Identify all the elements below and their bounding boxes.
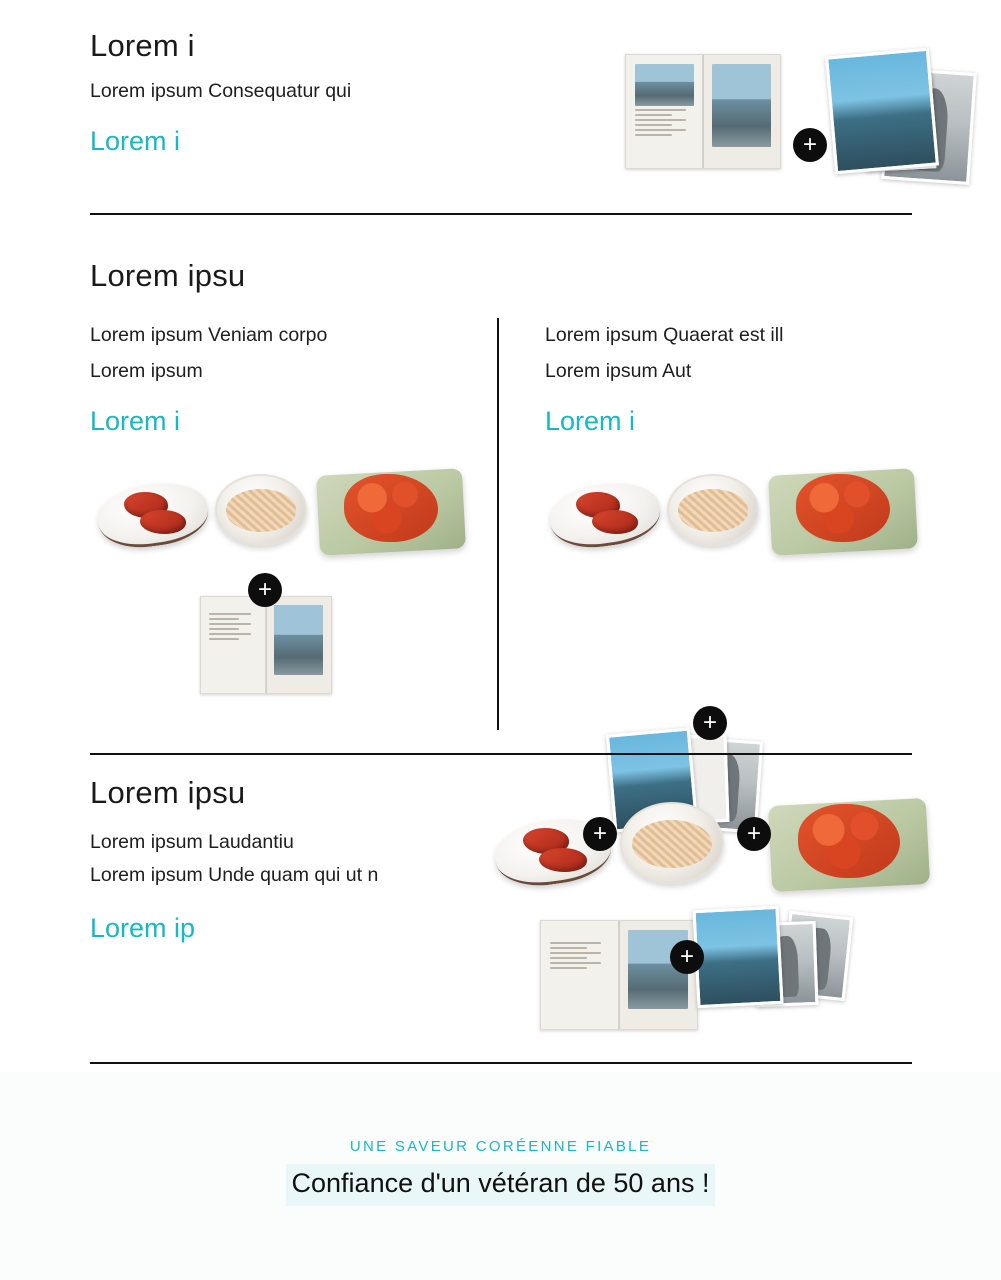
booklet-left-page (626, 55, 703, 168)
food-roe-plate (98, 466, 210, 558)
section-2-title: Lorem ipsu (90, 258, 246, 293)
footer-headline-wrap (0, 1164, 1001, 1206)
section-1-title: Lorem i (90, 28, 195, 63)
footer-eyebrow: UNE SAVEUR CORÉENNE FIABLE (349, 1138, 652, 1155)
booklet-spine (618, 921, 620, 1029)
plus-icon: + (670, 940, 704, 974)
section-3 (90, 775, 912, 1015)
section-3-title: Lorem ipsu (90, 775, 246, 810)
photo-stack (830, 46, 990, 186)
photo-sea (692, 906, 783, 1008)
section-1-media (525, 38, 915, 188)
column-left-description-line-2: Lorem ipsum (90, 359, 203, 382)
booklet-text-lines (209, 613, 258, 640)
booklet-photo-large (712, 64, 771, 147)
column-right-price: Lorem i (545, 406, 636, 437)
booklet-photo (635, 64, 694, 106)
section-2-column-right (545, 322, 945, 736)
food-spicy-plate (770, 792, 930, 896)
booklet-spine (702, 55, 704, 168)
booklet-right-page (703, 55, 780, 168)
section-1-price: Lorem i (90, 126, 181, 157)
photo-stack (695, 908, 885, 1028)
section-3-price: Lorem ip (90, 913, 196, 944)
booklet-right-page (619, 921, 697, 1029)
booklet-text-lines (550, 942, 609, 969)
column-right-media (545, 456, 945, 736)
footer (0, 1072, 1001, 1280)
plus-icon: + (793, 128, 827, 162)
section-3-description-line-1: Lorem ipsum Laudantiu (90, 830, 294, 853)
divider-1 (90, 213, 912, 215)
plus-icon: + (583, 817, 617, 851)
section-3-description-line-2: Lorem ipsum Unde quam qui ut n (90, 864, 379, 887)
food-spicy-plate (770, 464, 918, 562)
column-left-price: Lorem i (90, 406, 181, 437)
column-left-media (90, 456, 490, 716)
plus-icon: + (737, 817, 771, 851)
booklet-left-page (541, 921, 619, 1029)
section-1 (90, 28, 912, 188)
food-noodle-bowl (620, 802, 724, 888)
column-left-description-line-1: Lorem ipsum Veniam corpo (90, 324, 328, 346)
plus-icon: + (693, 706, 727, 740)
booklet-left-page (201, 597, 266, 693)
plus-icon: + (248, 573, 282, 607)
booklet-right-page (266, 597, 331, 693)
section-1-description: Lorem ipsum Consequatur qui (90, 79, 352, 102)
booklet-photo-large (274, 605, 323, 676)
divider-2 (90, 753, 912, 755)
section-2-column-left (90, 322, 490, 716)
booklet-spine (265, 597, 267, 693)
booklet-image (200, 596, 332, 694)
food-spicy-plate (318, 464, 466, 562)
footer-headline: Confiance d'un vétéran de 50 ans ! (286, 1164, 716, 1206)
booklet-image (625, 54, 781, 169)
booklet-image (540, 920, 698, 1030)
section-1-text (90, 28, 520, 158)
section-3-media (490, 780, 920, 1020)
column-right-description-line-2: Lorem ipsum Aut (545, 359, 692, 382)
photo-sea (825, 48, 939, 175)
food-noodle-bowl (667, 474, 759, 550)
divider-3 (90, 1062, 912, 1064)
column-right-description-line-1: Lorem ipsum Quaerat est ill (545, 324, 784, 346)
section-2-column-divider (497, 318, 499, 730)
food-roe-plate (550, 466, 662, 558)
booklet-text-lines (635, 109, 694, 136)
food-noodle-bowl (215, 474, 307, 550)
